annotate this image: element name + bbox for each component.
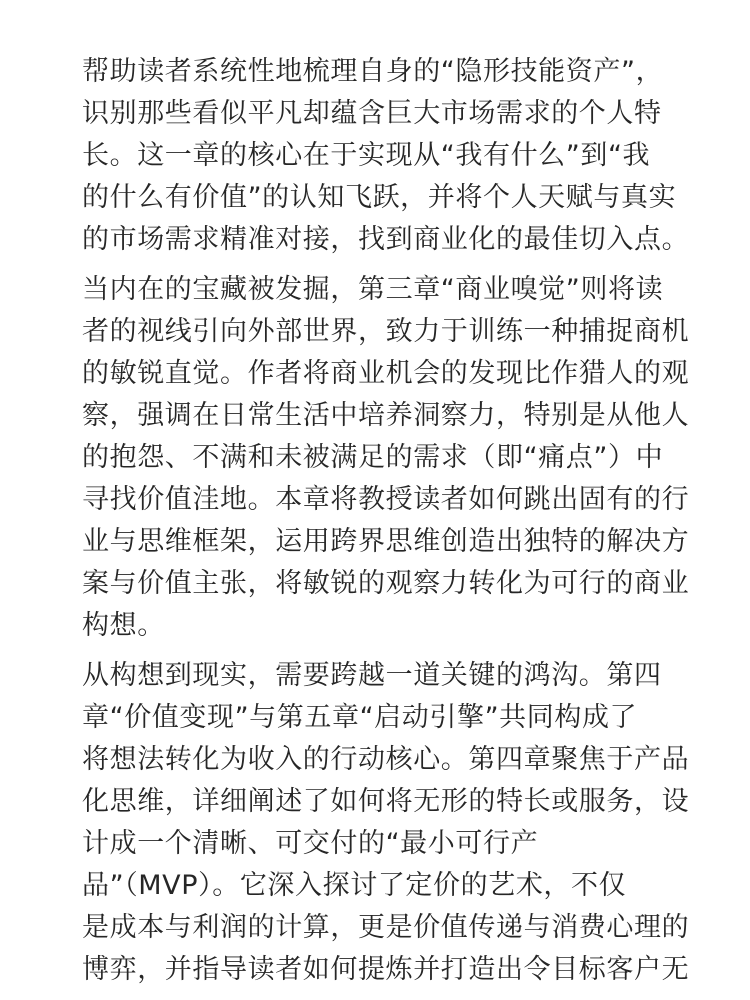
text-line: 章“价值变现”与第五章“启动引擎”共同构成了 — [82, 702, 638, 733]
text-line: 计成一个清晰、可交付的“最小可行产 — [82, 828, 539, 859]
text-line: 寻找价值洼地。本章将教授读者如何跳出固有的行 — [82, 484, 690, 515]
text-line: 的市场需求精准对接，找到商业化的最佳切入点。 — [82, 224, 690, 255]
text-line: 帮助读者系统性地梳理自身的“隐形技能资产”， — [82, 56, 664, 87]
text-line: 构想。 — [82, 610, 165, 641]
text-line: 品”（MVP）。它深入探讨了定价的艺术，不仅 — [82, 870, 627, 901]
text-line: 察，强调在日常生活中培养洞察力，特别是从他人 — [82, 400, 690, 431]
text-line: 博弈，并指导读者如何提炼并打造出令目标客户无 — [82, 954, 690, 985]
text-line: 的抱怨、不满和未被满足的需求（即“痛点”）中 — [82, 442, 664, 473]
text-line: 当内在的宝藏被发掘，第三章“商业嗅觉”则将读 — [82, 274, 664, 305]
text-line: 案与价值主张，将敏锐的观察力转化为可行的商业 — [82, 568, 690, 599]
text-line: 的敏锐直觉。作者将商业机会的发现比作猎人的观 — [82, 358, 690, 389]
text-line: 的什么有价值”的认知飞跃，并将个人天赋与真实 — [82, 182, 677, 213]
text-line: 化思维，详细阐述了如何将无形的特长或服务，设 — [82, 786, 690, 817]
text-line: 业与思维框架，运用跨界思维创造出独特的解决方 — [82, 526, 690, 557]
text-line: 是成本与利润的计算，更是价值传递与消费心理的 — [82, 912, 690, 943]
text-line: 将想法转化为收入的行动核心。第四章聚焦于产品 — [82, 744, 690, 775]
text-line: 识别那些看似平凡却蕴含巨大市场需求的个人特 — [82, 98, 662, 129]
text-line: 者的视线引向外部世界，致力于训练一种捕捉商机 — [82, 316, 690, 347]
text-line: 从构想到现实，需要跨越一道关键的鸿沟。第四 — [82, 660, 662, 691]
text-line: 长。这一章的核心在于实现从“我有什么”到“我 — [82, 140, 651, 171]
